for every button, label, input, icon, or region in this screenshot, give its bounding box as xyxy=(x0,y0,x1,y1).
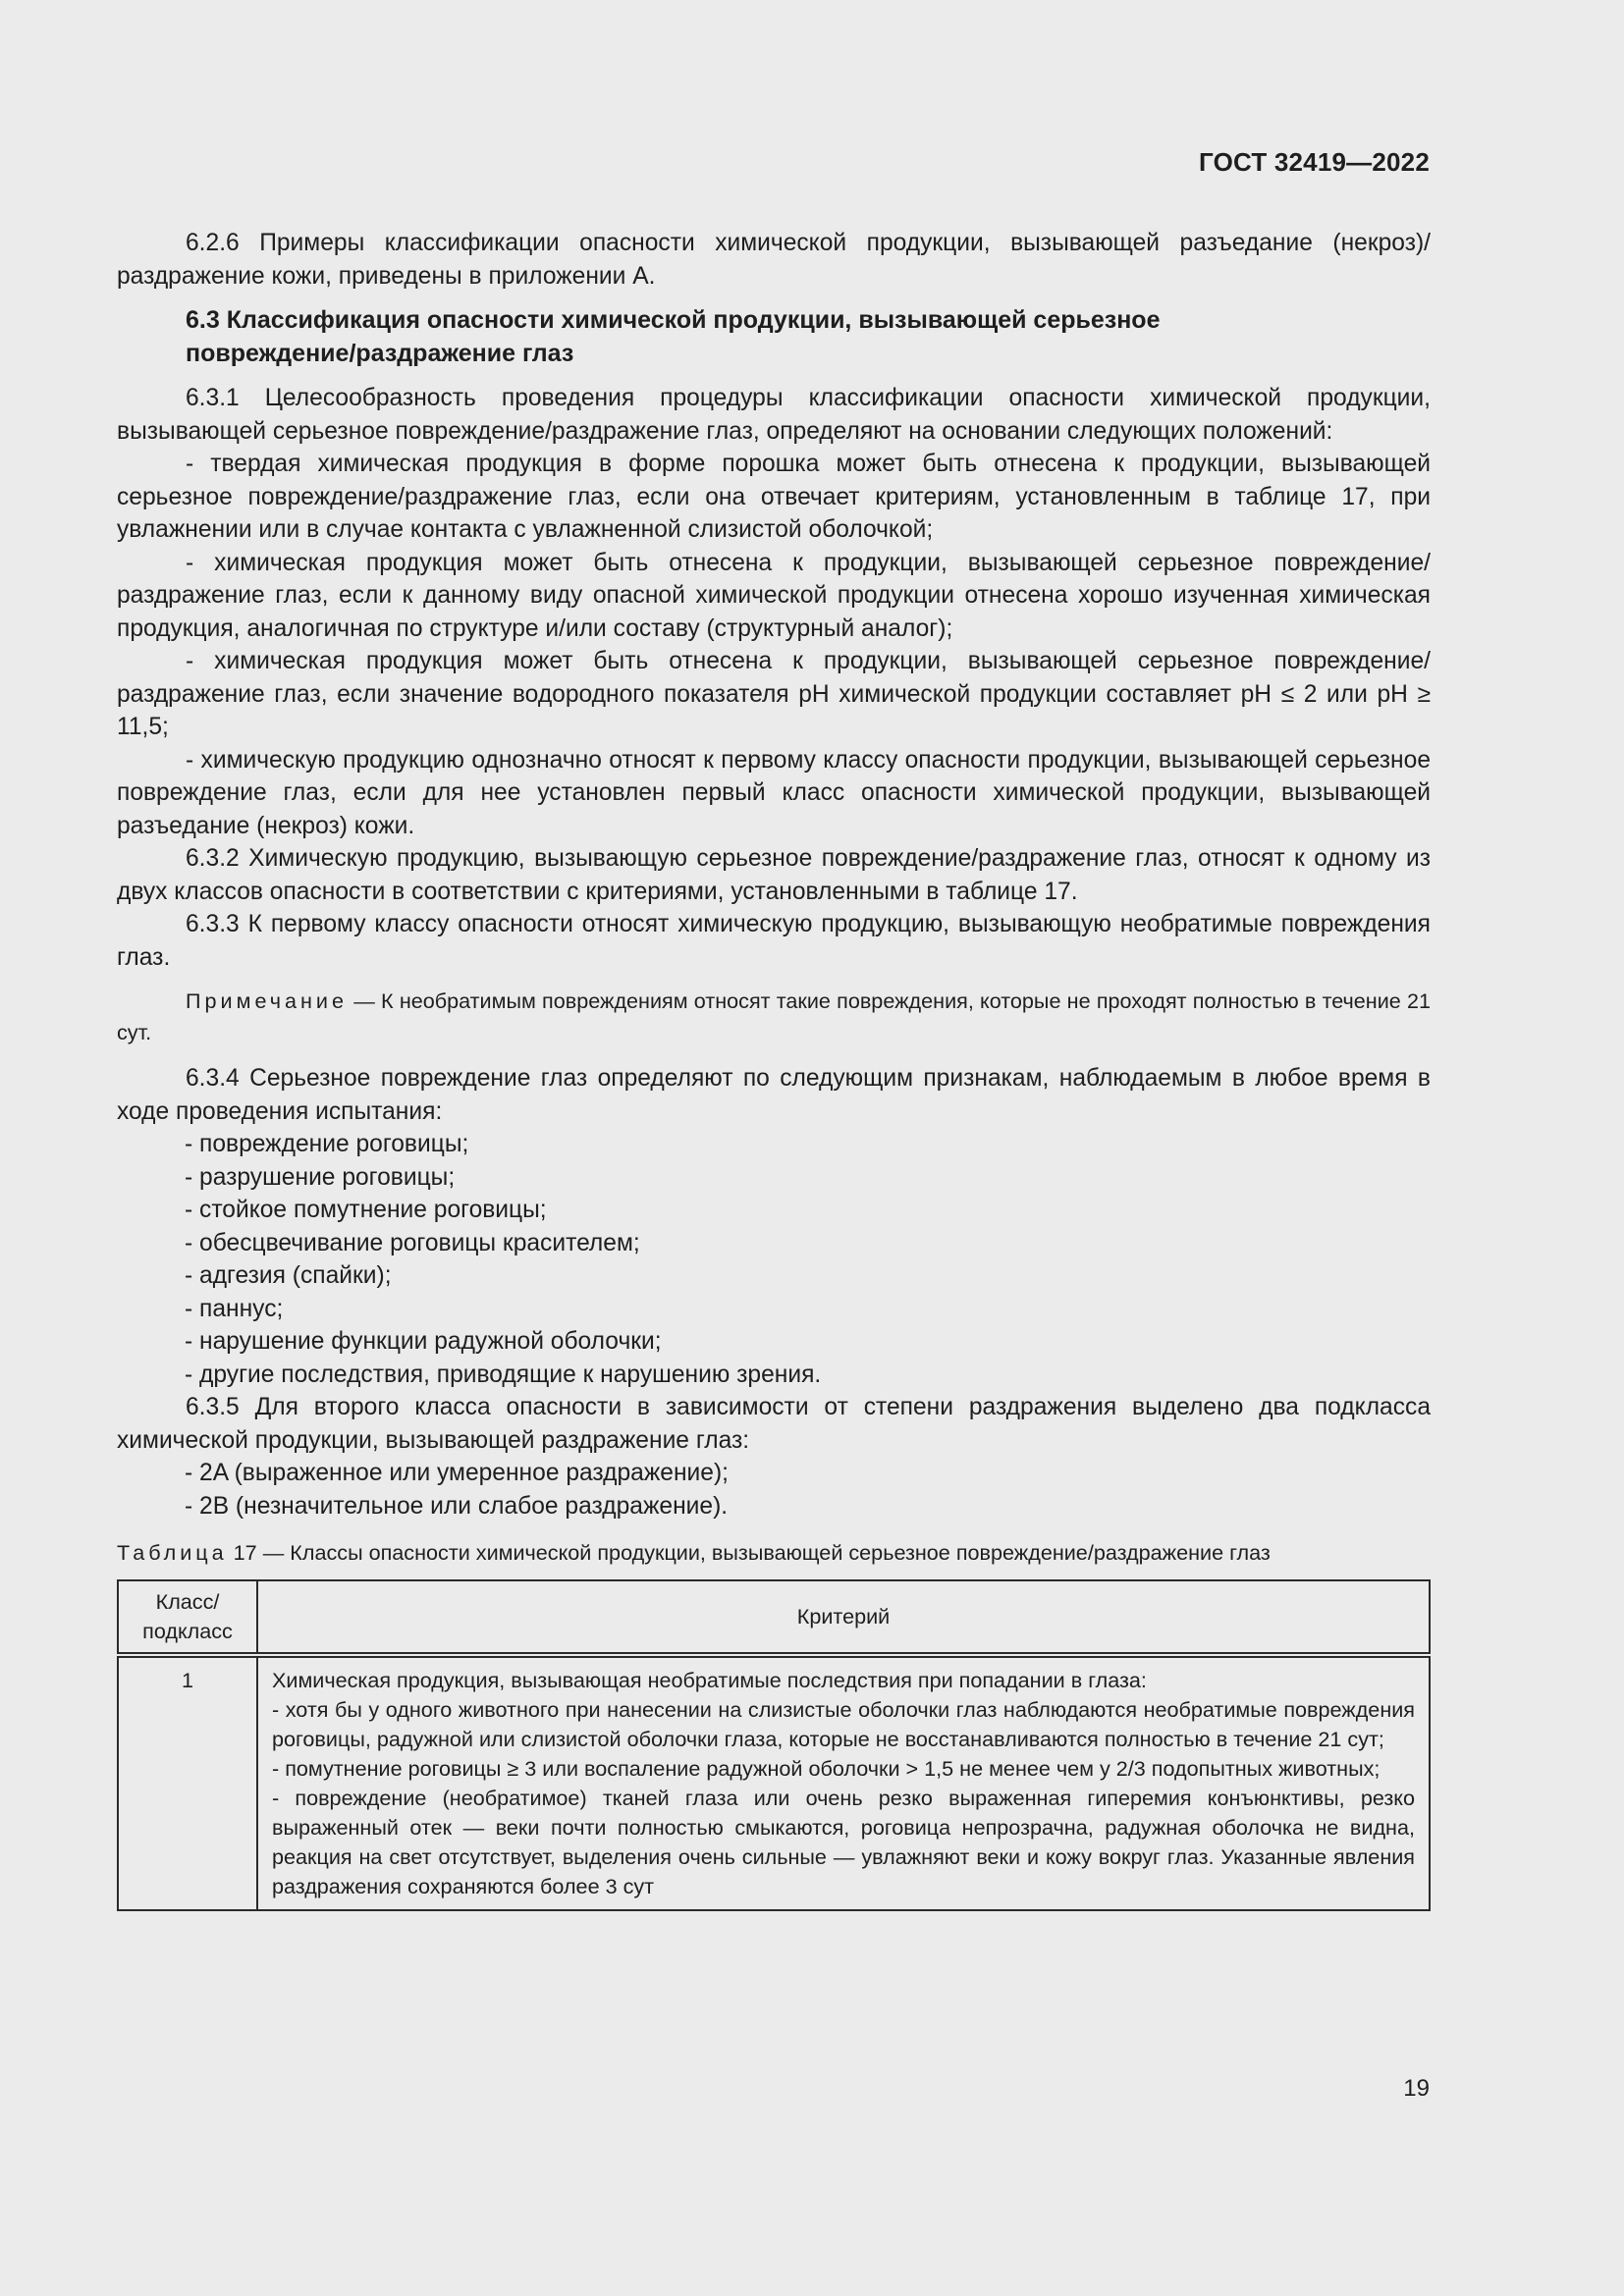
note-text: — К необратимым повреждениям относят такие повреждения, которые не проходят полностью в течение 21 сут. xyxy=(117,988,1431,1044)
criterion-line: - помутнение роговицы ≥ 3 или воспаление радужной оболочки > 1,5 не менее чем у 2/3 подопытных животных; xyxy=(272,1756,1380,1781)
criterion-line: - хотя бы у одного животного при нанесении на слизистые оболочки глаз наблюдаются необратимые повреждения роговицы, радужной или слизистой оболочки глаза, которые не восстанавливаются полностью в течение 21 сут; xyxy=(272,1697,1415,1751)
list-item: - разрушение роговицы; xyxy=(185,1163,456,1191)
column-header-class: Класс/ подкласс xyxy=(118,1580,257,1655)
list-item: - другие последствия, приводящие к нарушению зрения. xyxy=(185,1361,822,1388)
table-caption xyxy=(117,1537,1431,1568)
table-row xyxy=(118,1655,1430,1910)
list-item: - твердая химическая продукция в форме порошка может быть отнесена к продукции, вызывающей серьезное повреждение/раздражение глаз, если она отвечает критериям, установленным в таблице 17, при увлажнении или в случае контакта с увлажненной слизистой оболочкой; xyxy=(117,451,1431,543)
document-code-header: ГОСТ 32419—2022 xyxy=(1199,147,1430,177)
list-item: - адгезия (спайки); xyxy=(185,1262,392,1289)
section-heading-line: 6.3 Классификация опасности химической продукции, вызывающей серьезное xyxy=(186,306,1161,334)
table-caption-label: Таблица xyxy=(117,1540,228,1565)
list-item: - химическая продукция может быть отнесена к продукции, вызывающей серьезное повреждение/ раздражение глаз, если к данному виду опасной химической продукции отнесена хорошо изученная химическая продукция, аналогичная по структуре и/или составу (структурный аналог); xyxy=(117,549,1431,642)
note-label: Примечание xyxy=(186,988,348,1013)
criterion-line: Химическая продукция, вызывающая необратимые последствия при попадании в глаза: xyxy=(272,1668,1147,1692)
paragraph-6-3-5: 6.3.5 Для второго класса опасности в зависимости от степени раздражения выделено два подкласса химической продукции, вызывающей раздражение глаз: xyxy=(117,1394,1431,1454)
list-item: - химическая продукция может быть отнесена к продукции, вызывающей серьезное повреждение/ раздражение глаз, если значение водородного показателя pH химической продукции составляет pH ≤ 2 или pH ≥ 11,5; xyxy=(117,648,1431,740)
paragraph-6-3-3: 6.3.3 К первому классу опасности относят химическую продукцию, вызывающую необратимые повреждения глаз. xyxy=(117,911,1431,971)
table-caption-text: 17 — Классы опасности химической продукции, вызывающей серьезное повреждение/раздражение глаз xyxy=(227,1540,1271,1565)
cell-class: 1 xyxy=(118,1655,257,1910)
page-content xyxy=(117,227,1431,1911)
paragraph-6-3-1: 6.3.1 Целесообразность проведения процедуры классификации опасности химической продукции, вызывающей серьезное повреждение/раздражение глаз, определяют на основании следующих положений: xyxy=(117,385,1431,445)
criterion-line: - повреждение (необратимое) тканей глаза или очень резко выраженная гиперемия конъюнктивы, резко выраженный отек — веки почти полностью смыкаются, роговица непрозрачна, радужная оболочка не видна, реакция на свет отсутствует, выделения очень сильные — увлажняют веки и кожу вокруг глаз. Указанные явления раздражения сохраняются более 3 сут xyxy=(272,1786,1415,1898)
list-item: - стойкое помутнение роговицы; xyxy=(185,1197,547,1223)
section-heading-line: повреждение/раздражение глаз xyxy=(186,339,574,367)
cell-criterion xyxy=(257,1655,1430,1910)
list-item: - 2A (выраженное или умеренное раздражение); xyxy=(185,1460,729,1486)
table-header-row xyxy=(118,1580,1430,1655)
paragraph-6-3-4: 6.3.4 Серьезное повреждение глаз определяют по следующим признакам, наблюдаемым в любое время в ходе проведения испытания: xyxy=(117,1065,1431,1125)
list-item: - 2B (незначительное или слабое раздражение). xyxy=(185,1492,729,1520)
column-header-criterion: Критерий xyxy=(257,1580,1430,1655)
note xyxy=(117,986,1431,1048)
list-item: - нарушение функции радужной оболочки; xyxy=(185,1328,662,1355)
hazard-classes-table xyxy=(117,1579,1431,1911)
list-item: - повреждение роговицы; xyxy=(185,1131,469,1157)
list-item: - химическую продукцию однозначно относят к первому классу опасности продукции, вызывающей серьезное повреждение глаз, если для нее установлен первый класс опасности химической продукции, вызывающей разъедание (некроз) кожи. xyxy=(117,746,1431,839)
paragraph-6-3-2: 6.3.2 Химическую продукцию, вызывающую серьезное повреждение/раздражение глаз, относят к одному из двух классов опасности в соответствии с критериями, установленными в таблице 17. xyxy=(117,845,1431,905)
list-item: - паннус; xyxy=(185,1295,284,1322)
paragraph-6-2-6: 6.2.6 Примеры классификации опасности химической продукции, вызывающей разъедание (некроз)/раздражение кожи, приведены в приложении А. xyxy=(117,230,1431,290)
list-item: - обесцвечивание роговицы красителем; xyxy=(185,1229,640,1256)
section-heading-6-3 xyxy=(186,304,1431,370)
page-number: 19 xyxy=(1403,2075,1430,2102)
